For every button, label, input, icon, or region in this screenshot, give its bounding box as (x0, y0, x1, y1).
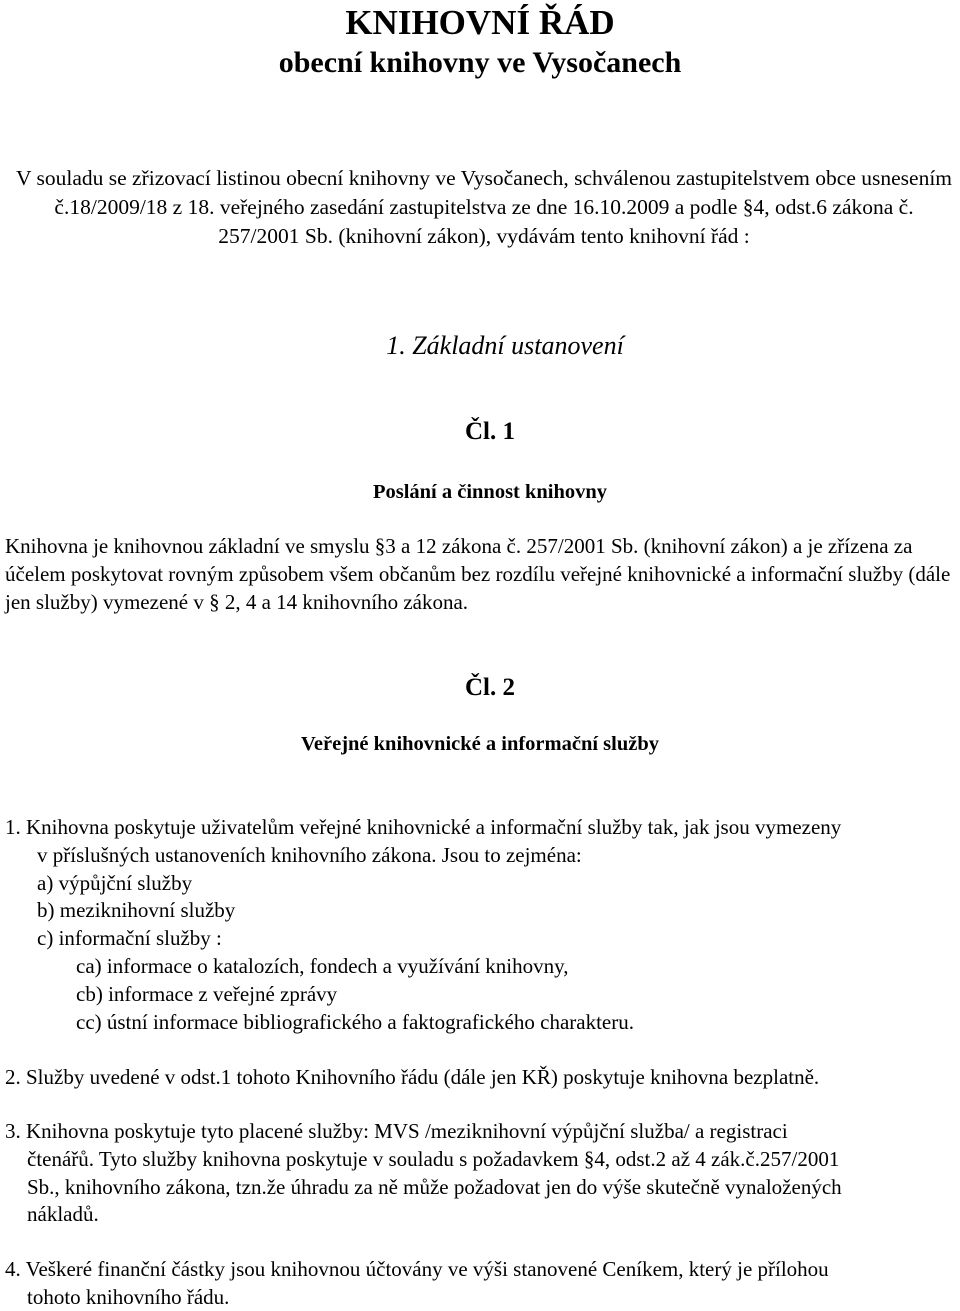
article-1-number: Čl. 1 (465, 418, 515, 445)
article-1-text: Knihovna je knihovnou základní ve smyslu §3 a 12 zákona č. 257/2001 Sb. (knihovní zákon) a je zřízena za účelem poskytovat rovným způsobem všem občanům bez rozdílu veřejné knihovnické a informační služby (dále jen služby) vymezené v § 2, 4 a 14 knihovního zákona. (5, 534, 951, 614)
document-subtitle: obecní knihovny ve Vysočanech (278, 46, 682, 79)
article-2-number: Čl. 2 (465, 674, 515, 701)
paragraph-4-line-2: tohoto knihovního řádu. (27, 1285, 230, 1309)
section-heading: 1. Základní ustanovení (386, 331, 624, 360)
list-item: b) meziknihovní služby (37, 898, 236, 922)
paragraph-3-line-3: Sb., knihovního zákona, tzn.že úhradu za ně může požadovat jen do výše skutečně vynaložených (27, 1175, 842, 1199)
article-1-title: Poslání a činnost knihovny (372, 481, 608, 503)
list-item: c) informační služby : (37, 926, 222, 950)
paragraph-3-line-1: 3. Knihovna poskytuje tyto placené služby: MVS /meziknihovní výpůjční služba/ a registraci (5, 1119, 788, 1143)
paragraph-3-line-2: čtenářů. Tyto služby knihovna poskytuje v souladu s požadavkem §4, odst.2 až 4 zák.č.257/2001 (27, 1147, 840, 1171)
paragraph-1-line-1: 1. Knihovna poskytuje uživatelům veřejné knihovnické a informační služby tak, jak jsou vymezeny (5, 815, 842, 839)
sub-list-item: cc) ústní informace bibliografického a faktografického charakteru. (76, 1010, 634, 1034)
paragraph-1-line-2: v příslušných ustanoveních knihovního zákona. Jsou to zejména: (37, 843, 582, 867)
paragraph-3-line-4: nákladů. (27, 1202, 99, 1226)
paragraph-2: 2. Služby uvedené v odst.1 tohoto Knihovního řádu (dále jen KŘ) poskytuje knihovna bezplatně. (5, 1065, 820, 1089)
article-2-title: Veřejné knihovnické a informační služby (300, 733, 659, 755)
list-item: a) výpůjční služby (37, 871, 193, 895)
document-title: KNIHOVNÍ ŘÁD (345, 3, 615, 42)
paragraph-4-line-1: 4. Veškeré finanční částky jsou knihovnou účtovány ve výši stanovené Ceníkem, který je přílohou (5, 1257, 829, 1281)
sub-list-item: ca) informace o katalozích, fondech a využívání knihovny, (76, 954, 569, 978)
intro-paragraph: V souladu se zřizovací listinou obecní knihovny ve Vysočanech, schválenou zastupitelstvem obce usnesením č.18/2009/18 z 18. veřejného zasedání zastupitelstva ze dne 16.10.2009 a podle §4, odst.6 zákona č. 257/2001 Sb. (knihovní zákon), vydávám tento knihovní řád : (15, 166, 953, 248)
sub-list-item: cb) informace z veřejné zprávy (76, 982, 338, 1006)
